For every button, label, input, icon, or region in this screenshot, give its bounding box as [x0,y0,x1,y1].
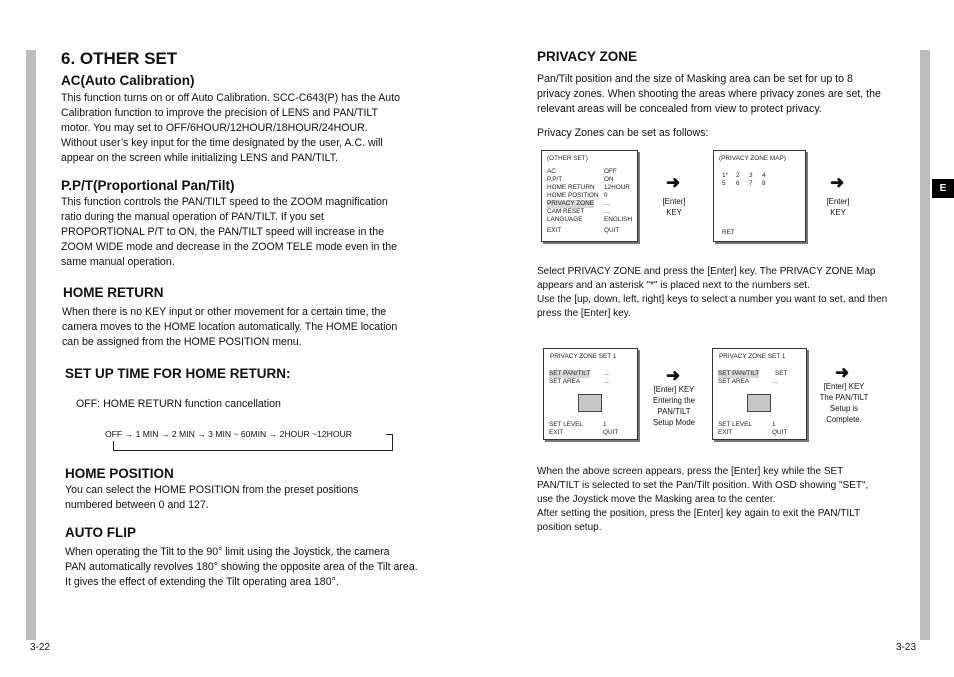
ac-body: This function turns on or off Auto Calibration. SCC-C643(P) has the Auto Calibration function to improve the precision of LENS and PAN/TILT motor. You may set to OFF/6HOUR/12HOUR/18HOUR/24HOUR. Without user’s key input for the time designated by the user, A.C. will appear on the screen while initializing LENS and PAN/TILT. [61,92,400,164]
final-instructions-text: When the above screen appears, press the [Enter] key while the SET PAN/TILT is selected to set the Pan/Tilt position. With OSD showing "SET", use the Joystick move the Masking area to the center. After setting the position, press the [Enter] key again to exit the PAN/TILT position setup. [537,466,869,533]
home-position-body: You can select the HOME POSITION from the preset positions numbered between 0 and 127. [65,484,359,511]
setup-time-heading: SET UP TIME FOR HOME RETURN: [65,366,291,381]
page-number-right: 3-23 [896,642,917,653]
page-number-left: 3-22 [30,642,51,653]
next-arrow-icon: ➜ [835,363,850,382]
masking-area-box [578,394,602,412]
flow-loop-line [113,441,114,451]
next-arrow-icon: ➜ [666,366,681,385]
masking-area-box [747,394,771,412]
ppt-body: This function controls the PAN/TILT speed to the ZOOM magnification ratio during the manual operation of PAN/TILT. If you set PROPORTIONAL P/T to ON, the PAN/TILT speed will increase in the ZOOM WIDE mode and decrease in the ZOOM TELE mode even in the same manual operation. [61,196,398,268]
flow-loop-line [113,450,393,451]
osd-privacy-zone-map-screen: (PRIVACY ZONE MAP) 1* 2 3 4 5 6 7 8 RET [713,150,806,242]
entering-setup-caption: [Enter] KEY Entering the PAN/TILT Setup Mode [652,385,696,427]
privacy-zone-heading: PRIVACY ZONE [537,49,638,64]
off-cancellation-text: OFF: HOME RETURN function cancellation [76,398,281,410]
auto-flip-body: When operating the Tilt to the 90° limit using the Joystick, the camera PAN automatically revolves 180° showing the opposite area of the Tilt area. It gives the effect of extending the Tilt operating area 180°. [65,546,418,588]
enter-key-caption: [Enter] KEY [826,197,850,217]
ac-heading: AC(Auto Calibration) [61,73,195,88]
osd-selected-privacy-zone: PRIVACY ZONE [547,200,594,207]
setup-complete-caption: [Enter] KEY The PAN/TILT Setup is Complete. [819,382,869,424]
flow-arrow: → [124,429,134,439]
osd-other-set-screen: (OTHER SET) AC OFF P.P/T ON HOME RETURN 12HOUR HOME POSITION 0 PRIVACY ZONE ... CAM RESET ... LANGUAGE ENGLISH EXIT QUIT [541,150,638,242]
home-return-body: When there is no KEY input or other movement for a certain time, the camera moves to the HOME location automatically. The HOME location can be assigned from the HOME POSITION menu. [62,306,398,348]
privacy-zone-can-be-set: Privacy Zones can be set as follows: [537,127,709,139]
osd-zone-set-screen-before: PRIVACY ZONE SET 1 SET PAN/TILT ... SET AREA ... SET LEVEL 1 EXIT QUIT [543,348,638,440]
flow-loop-line [392,434,393,450]
osd-zone-set-screen-after: PRIVACY ZONE SET 1 SET PAN/TILT SET SET AREA ... SET LEVEL 1 EXIT QUIT [712,348,807,440]
osd-selected-set-pantilt: SET PAN/TILT [718,370,760,377]
right-margin-bar [920,50,930,640]
privacy-zone-intro: Pan/Tilt position and the size of Masking area can be set for up to 8 privacy zones. When shooting the areas where privacy zones are set, the relevant areas will be concealed from view to protect privacy. [537,73,881,115]
ppt-heading: P.P/T(Proportional Pan/Tilt) [61,178,235,193]
page-title: 6. OTHER SET [61,49,178,68]
next-arrow-icon: ➜ [666,173,681,192]
home-position-heading: HOME POSITION [65,466,174,481]
osd-selected-set-pantilt: SET PAN/TILT [549,370,591,377]
auto-flip-heading: AUTO FLIP [65,525,137,540]
language-badge: E [932,179,954,198]
enter-key-caption: [Enter] KEY [662,197,686,217]
next-arrow-icon: ➜ [830,173,845,192]
home-return-heading: HOME RETURN [63,285,164,300]
home-return-time-flow: OFF → 1 MIN → 2 MIN → 3 MIN ~ 60MIN → 2HOUR ~12HOUR [105,429,352,439]
left-margin-bar [26,50,36,640]
select-privacy-zone-text: Select PRIVACY ZONE and press the [Enter] key. The PRIVACY ZONE Map appears and an asterisk "*" is placed next to the numbers set. Use the [up, down, left, right] keys to select a number you want to set, and then press the [Enter] key. [537,266,888,319]
